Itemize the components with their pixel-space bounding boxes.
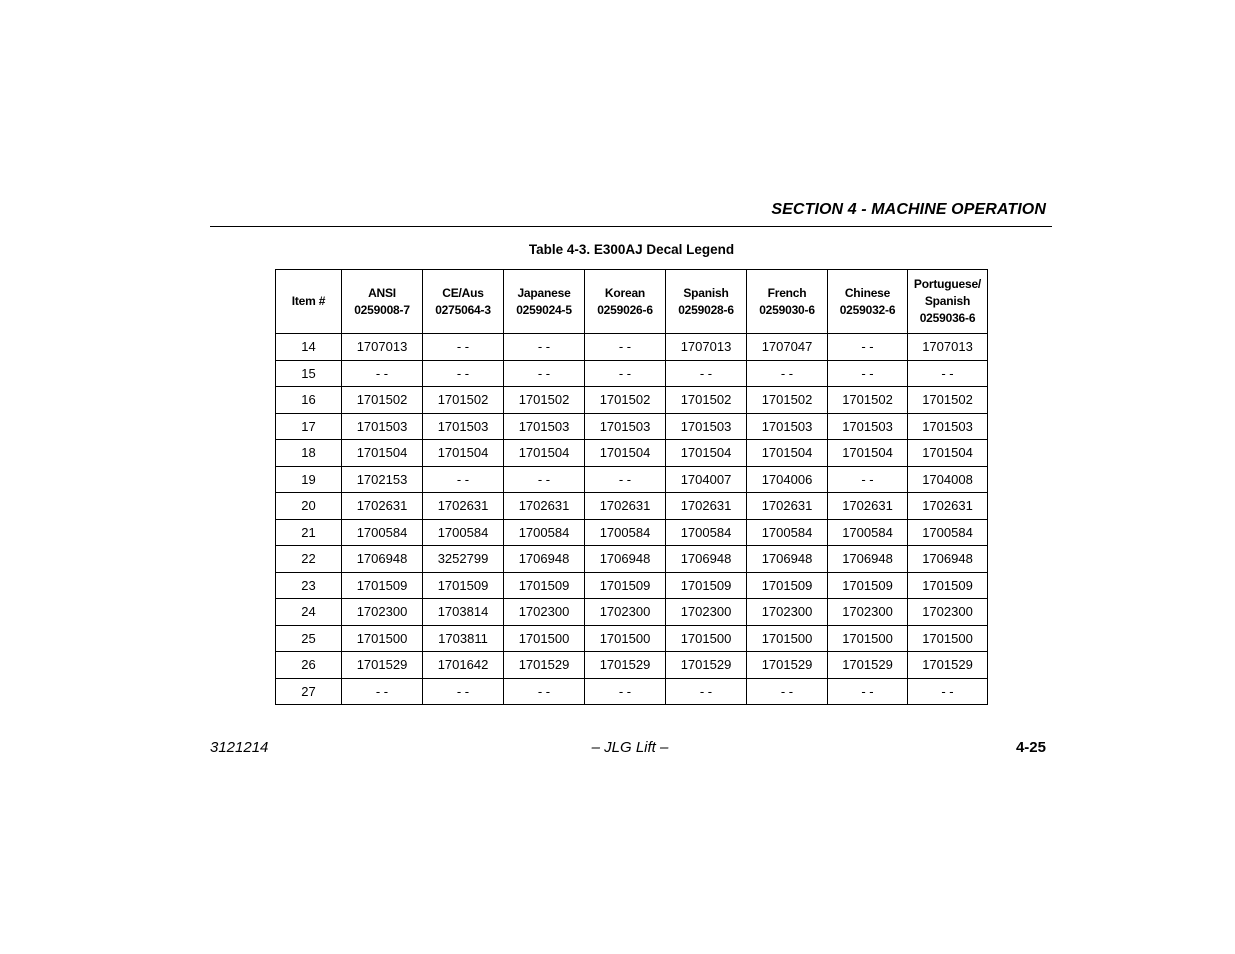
part-number-cell: - - [342, 360, 423, 387]
part-number-cell: 1701509 [828, 572, 908, 599]
part-number-cell: 1702631 [666, 493, 747, 520]
table-row [276, 572, 988, 599]
column-header-line: Korean [604, 285, 646, 300]
part-number-cell: 1700584 [908, 519, 988, 546]
part-number-cell: 1701503 [423, 413, 504, 440]
part-number-cell: 1702153 [342, 466, 423, 493]
part-number-cell: - - [504, 334, 585, 361]
part-number-cell: - - [342, 678, 423, 705]
part-number-cell: 1701642 [423, 652, 504, 679]
part-number-cell: 1701509 [504, 572, 585, 599]
column-header [908, 270, 988, 334]
part-number-cell: - - [747, 360, 828, 387]
part-number-cell: 1707013 [666, 334, 747, 361]
column-header [504, 270, 585, 334]
part-number-cell: 1702300 [828, 599, 908, 626]
item-number-cell: 18 [276, 440, 342, 467]
part-number-cell: - - [504, 678, 585, 705]
table-body [276, 334, 988, 705]
part-number-cell: 1701504 [342, 440, 423, 467]
item-number-cell: 19 [276, 466, 342, 493]
column-header-line: 0259024-5 [516, 302, 572, 317]
part-number-cell: 1700584 [504, 519, 585, 546]
part-number-cell: 1701504 [666, 440, 747, 467]
table-row [276, 625, 988, 652]
part-number-cell: 1700584 [423, 519, 504, 546]
part-number-cell: 1701502 [908, 387, 988, 414]
part-number-cell: 1701509 [423, 572, 504, 599]
column-header [666, 270, 747, 334]
table-title: Table 4-3. E300AJ Decal Legend [528, 242, 735, 257]
part-number-cell: 1701504 [747, 440, 828, 467]
column-header [342, 270, 423, 334]
column-header-line: CE/Aus [442, 285, 484, 300]
part-number-cell: 1702631 [504, 493, 585, 520]
part-number-cell: - - [828, 678, 908, 705]
part-number-cell: 1707013 [908, 334, 988, 361]
part-number-cell: 1700584 [666, 519, 747, 546]
part-number-cell: - - [423, 466, 504, 493]
part-number-cell: 1702631 [747, 493, 828, 520]
document-number: 3121214 [210, 739, 269, 756]
part-number-cell: 1701502 [423, 387, 504, 414]
part-number-cell: 1702631 [342, 493, 423, 520]
part-number-cell: 1701529 [504, 652, 585, 679]
part-number-cell: 1701502 [666, 387, 747, 414]
column-header-line: Japanese [517, 285, 571, 300]
part-number-cell: 1706948 [747, 546, 828, 573]
part-number-cell: - - [504, 360, 585, 387]
part-number-cell: 1702631 [908, 493, 988, 520]
part-number-cell: 1700584 [828, 519, 908, 546]
part-number-cell: 1704006 [747, 466, 828, 493]
table-row [276, 466, 988, 493]
part-number-cell: 3252799 [423, 546, 504, 573]
part-number-cell: 1701502 [342, 387, 423, 414]
item-number-cell: 27 [276, 678, 342, 705]
part-number-cell: 1701529 [747, 652, 828, 679]
column-header-line: 0259036-6 [919, 311, 976, 325]
part-number-cell: - - [585, 360, 666, 387]
part-number-cell: 1706948 [908, 546, 988, 573]
column-header-line: Item # [291, 294, 326, 308]
publisher-label: – JLG Lift – [591, 739, 669, 756]
page-number: 4-25 [1015, 739, 1046, 756]
part-number-cell: - - [828, 334, 908, 361]
table-row [276, 387, 988, 414]
section-title: SECTION 4 - MACHINE OPERATION [771, 201, 1046, 218]
part-number-cell: 1700584 [342, 519, 423, 546]
header-divider [210, 226, 1052, 227]
part-number-cell: - - [585, 678, 666, 705]
part-number-cell: 1701509 [747, 572, 828, 599]
part-number-cell: 1701503 [747, 413, 828, 440]
column-header [747, 270, 828, 334]
item-number-cell: 23 [276, 572, 342, 599]
part-number-cell: 1701502 [828, 387, 908, 414]
part-number-cell: 1703814 [423, 599, 504, 626]
part-number-cell: 1706948 [504, 546, 585, 573]
part-number-cell: 1701529 [908, 652, 988, 679]
part-number-cell: 1701502 [585, 387, 666, 414]
part-number-cell: 1704008 [908, 466, 988, 493]
part-number-cell: 1701504 [504, 440, 585, 467]
part-number-cell: - - [585, 466, 666, 493]
table-row [276, 413, 988, 440]
part-number-cell: 1702300 [342, 599, 423, 626]
column-header-line: 0259026-6 [597, 302, 653, 317]
part-number-cell: - - [423, 678, 504, 705]
part-number-cell: 1701504 [828, 440, 908, 467]
part-number-cell: 1701500 [666, 625, 747, 652]
part-number-cell: 1701509 [585, 572, 666, 599]
part-number-cell: 1701502 [504, 387, 585, 414]
part-number-cell: 1701503 [828, 413, 908, 440]
part-number-cell: 1701529 [666, 652, 747, 679]
part-number-cell: 1701509 [666, 572, 747, 599]
column-header [585, 270, 666, 334]
part-number-cell: 1706948 [585, 546, 666, 573]
column-header-line: Spanish [683, 285, 729, 300]
item-number-cell: 22 [276, 546, 342, 573]
part-number-cell: 1701529 [585, 652, 666, 679]
item-number-cell: 26 [276, 652, 342, 679]
column-header-line: 0259028-6 [678, 302, 734, 317]
table-row [276, 440, 988, 467]
part-number-cell: 1706948 [342, 546, 423, 573]
column-header [276, 270, 342, 334]
part-number-cell: 1706948 [666, 546, 747, 573]
table-row [276, 493, 988, 520]
part-number-cell: - - [747, 678, 828, 705]
part-number-cell: - - [908, 360, 988, 387]
part-number-cell: 1701504 [585, 440, 666, 467]
column-header-line: 0275064-3 [435, 302, 491, 317]
table-row [276, 360, 988, 387]
part-number-cell: 1701504 [423, 440, 504, 467]
part-number-cell: 1707047 [747, 334, 828, 361]
column-header [423, 270, 504, 334]
part-number-cell: - - [666, 360, 747, 387]
column-header-line: 0259008-7 [354, 302, 410, 317]
column-header-line: Chinese [844, 285, 891, 300]
item-number-cell: 21 [276, 519, 342, 546]
table-row [276, 546, 988, 573]
column-header [828, 270, 908, 334]
column-header-line: 0259030-6 [759, 302, 815, 317]
part-number-cell: 1702300 [504, 599, 585, 626]
part-number-cell: 1701500 [342, 625, 423, 652]
part-number-cell: 1702300 [666, 599, 747, 626]
part-number-cell: - - [666, 678, 747, 705]
part-number-cell: - - [423, 360, 504, 387]
part-number-cell: 1702631 [585, 493, 666, 520]
item-number-cell: 15 [276, 360, 342, 387]
part-number-cell: 1701503 [908, 413, 988, 440]
part-number-cell: 1703811 [423, 625, 504, 652]
item-number-cell: 20 [276, 493, 342, 520]
part-number-cell: 1702300 [908, 599, 988, 626]
decal-legend-table [275, 269, 988, 705]
table-row [276, 599, 988, 626]
column-header-line: 0259032-6 [839, 302, 896, 317]
part-number-cell: 1701503 [342, 413, 423, 440]
table-row [276, 678, 988, 705]
table-row [276, 652, 988, 679]
column-header-line: French [767, 285, 807, 300]
part-number-cell: 1702300 [585, 599, 666, 626]
part-number-cell: 1702300 [747, 599, 828, 626]
part-number-cell: 1702631 [423, 493, 504, 520]
item-number-cell: 24 [276, 599, 342, 626]
part-number-cell: 1701503 [666, 413, 747, 440]
part-number-cell: - - [504, 466, 585, 493]
column-header-line: Portuguese/ [913, 277, 982, 291]
item-number-cell: 14 [276, 334, 342, 361]
item-number-cell: 16 [276, 387, 342, 414]
part-number-cell: 1701500 [908, 625, 988, 652]
part-number-cell: 1704007 [666, 466, 747, 493]
part-number-cell: 1701500 [828, 625, 908, 652]
part-number-cell: 1702631 [828, 493, 908, 520]
part-number-cell: - - [828, 360, 908, 387]
part-number-cell: - - [908, 678, 988, 705]
part-number-cell: 1706948 [828, 546, 908, 573]
column-header-line: Spanish [924, 294, 971, 308]
part-number-cell: 1701529 [828, 652, 908, 679]
part-number-cell: 1701529 [342, 652, 423, 679]
part-number-cell: 1701503 [504, 413, 585, 440]
part-number-cell: - - [423, 334, 504, 361]
part-number-cell: 1701509 [342, 572, 423, 599]
part-number-cell: 1701503 [585, 413, 666, 440]
part-number-cell: 1701500 [504, 625, 585, 652]
part-number-cell: 1700584 [747, 519, 828, 546]
part-number-cell: 1701509 [908, 572, 988, 599]
column-header-line: ANSI [368, 285, 396, 300]
item-number-cell: 17 [276, 413, 342, 440]
table-row [276, 519, 988, 546]
item-number-cell: 25 [276, 625, 342, 652]
part-number-cell: 1701504 [908, 440, 988, 467]
part-number-cell: - - [828, 466, 908, 493]
part-number-cell: 1707013 [342, 334, 423, 361]
part-number-cell: 1701502 [747, 387, 828, 414]
table-row [276, 334, 988, 361]
table-header-row [276, 270, 988, 334]
part-number-cell: 1700584 [585, 519, 666, 546]
part-number-cell: 1701500 [585, 625, 666, 652]
part-number-cell: 1701500 [747, 625, 828, 652]
part-number-cell: - - [585, 334, 666, 361]
